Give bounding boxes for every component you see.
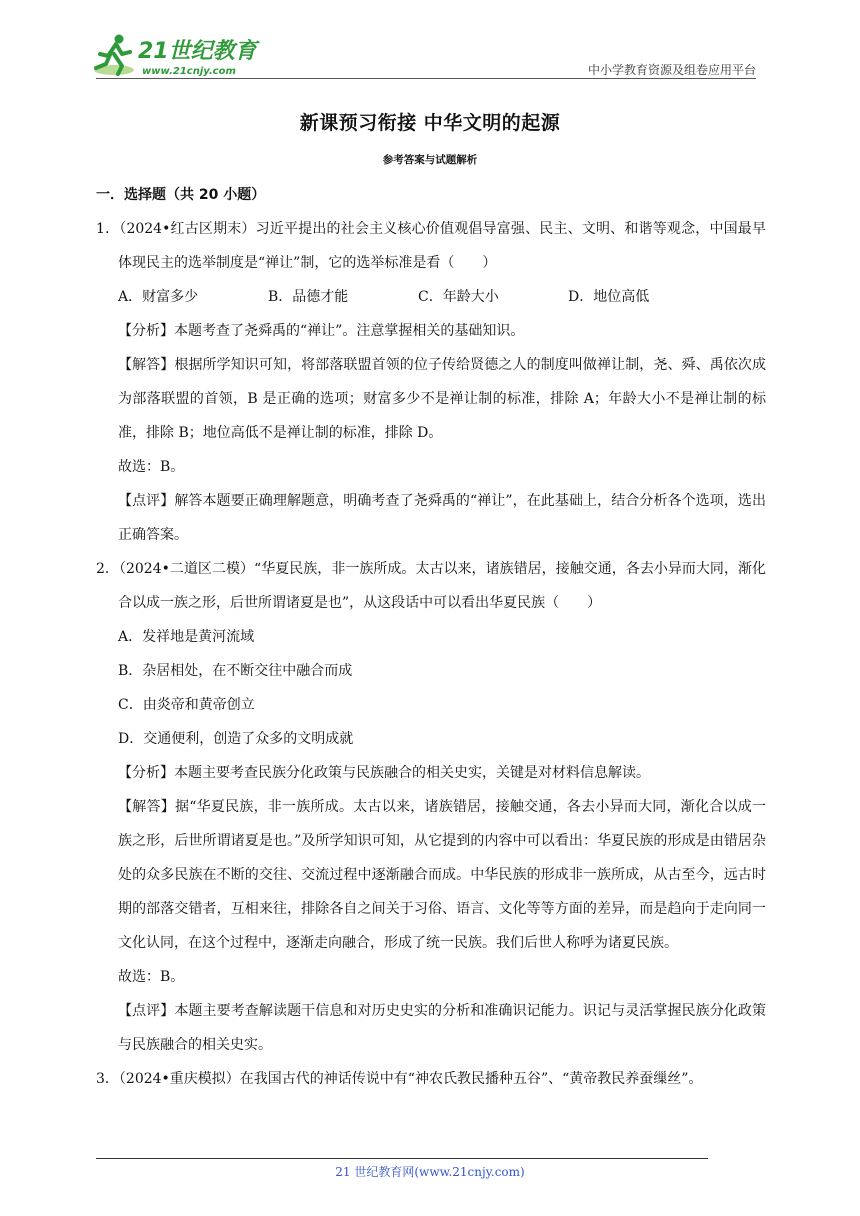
option-b: B．杂居相处，在不断交往中融合而成 [118,663,353,679]
question-list [96,212,766,1096]
options-row [96,280,766,314]
option-a: A．财富多少 [118,289,199,305]
option-b: B．品德才能 [268,289,349,305]
answer-text: 【解答】根据所学知识可知，将部落联盟首领的位子传给贤德之人的制度叫做禅让制，尧、舜、禹依次成为部落联盟的首领，B 是正确的选项；财富多少不是禅让制的标准，排除 A；年龄大小不是禅让制的标准，排除 B；地位高低不是禅让制的标准，排除 D。 [118,357,766,441]
option-c: C．由炎帝和黄帝创立 [118,697,255,713]
section-heading: 一．选择题（共 20 小题） [96,187,266,203]
question-1 [96,212,766,552]
platform-label: 中小学教育资源及组卷应用平台 [587,63,756,77]
site-logo[interactable] [92,32,262,80]
option-d: D．地位高低 [568,289,650,305]
logo-url: www.21cnjy.com [142,66,236,77]
page-title: 新课预习衔接 中华文明的起源 [299,112,561,134]
question-stem: 3．（2024•重庆模拟）在我国古代的神话传说中有“神农氏教民播种五谷”、“黄帝教民养蚕缫丝”。 [96,1071,703,1087]
footer-divider [96,1158,708,1159]
header-divider [96,78,756,79]
question-3 [96,1062,766,1096]
page-subtitle: 参考答案与试题解析 [382,154,478,166]
option-d: D．交通便利，创造了众多的文明成就 [118,731,354,747]
answer-text: 【解答】据“华夏民族，非一族所成。太古以来，诸族错居，接触交通，各去小异而大同，渐化合以成一族之形，后世所谓诸夏是也。”及所学知识可知，从它提到的内容中可以看出：华夏民族的形成是由错居杂处的众多民族在不断的交往、交流过程中逐渐融合而成。中华民族的形成非一族所成，从古至今，远古时期的部落交错者，互相来往，排除各自之间关于习俗、语言、文化等等方面的差异，而是趋向于走向同一文化认同，在这个过程中，逐渐走向融合，形成了统一民族。我们后世人称呼为诸夏民族。 [118,799,766,951]
footer-link[interactable]: 21 世纪教育网(www.21cnjy.com) [335,1165,525,1179]
analysis-text: 【分析】本题考查了尧舜禹的“禅让”。注意掌握相关的基础知识。 [118,323,525,339]
question-2 [96,552,766,1062]
analysis-text: 【分析】本题主要考查民族分化政策与民族融合的相关史实，关键是对材料信息解读。 [118,765,650,781]
option-a: A．发祥地是黄河流域 [118,629,255,645]
runner-logo-icon [92,32,262,80]
option-c: C．年龄大小 [418,289,499,305]
comment-text: 【点评】本题主要考查解读题干信息和对历史史实的分析和准确识记能力。识记与灵活掌握民族分化政策与民族融合的相关史实。 [118,1003,766,1053]
page-header [0,0,860,82]
choice-text: 故选：B。 [118,969,185,985]
logo-text: 21世纪教育 [138,39,257,64]
question-stem: 2．（2024•二道区二模）“华夏民族，非一族所成。太古以来，诸族错居，接触交通，各去小异而大同，渐化合以成一族之形，后世所谓诸夏是也”，从这段话中可以看出华夏民族（ ） [96,561,766,611]
choice-text: 故选：B。 [118,459,185,475]
question-stem: 1．（2024•红古区期末）习近平提出的社会主义核心价值观倡导富强、民主、文明、和谐等观念，中国最早体现民主的选举制度是“禅让”制，它的选举标准是看（ ） [96,221,766,271]
comment-text: 【点评】解答本题要正确理解题意，明确考查了尧舜禹的“禅让”，在此基础上，结合分析各个选项，选出正确答案。 [118,493,766,543]
